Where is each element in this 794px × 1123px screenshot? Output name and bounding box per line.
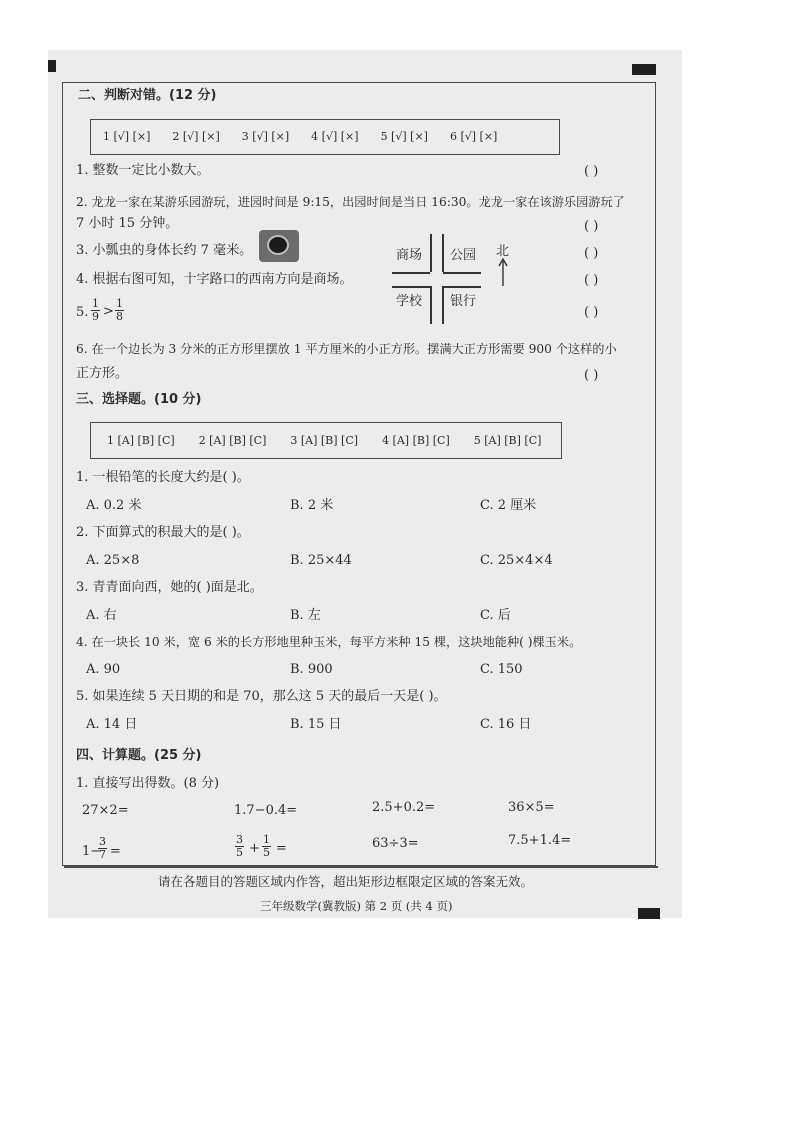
section3-answer-row	[107, 434, 541, 447]
answer-cell[interactable]: 6 [√] [×]	[449, 130, 498, 143]
question-2-1: 1. 整数一定比小数大。	[76, 163, 210, 178]
answer-paren[interactable]: ( )	[584, 368, 599, 383]
page-number: 三年级数学(冀教版) 第 2 页 (共 4 页)	[260, 899, 453, 913]
fraction-denominator: 8	[116, 310, 123, 323]
answer-cell[interactable]: 5 [√] [×]	[380, 130, 428, 143]
question-2-6-line2: 正方形。	[76, 366, 129, 381]
fraction-denominator: 5	[263, 846, 270, 859]
option-a[interactable]: A. 14 日	[86, 717, 138, 732]
corner-marker-top-right	[632, 64, 656, 75]
map-label-park: 公园	[450, 248, 477, 263]
option-c[interactable]: C. 150	[480, 662, 523, 677]
fraction-numerator: 1	[116, 297, 123, 310]
question-2-6-line1: 6. 在一个边长为 3 分米的正方形里摆放 1 平方厘米的小正方形。摆满大正方形需要 900 个这样的小	[76, 342, 617, 356]
plus-sign: +	[249, 841, 260, 856]
map-road-line	[443, 272, 481, 274]
section4-heading: 四、计算题。(25 分)	[76, 748, 202, 763]
map-label-school: 学校	[396, 294, 423, 309]
option-b[interactable]: B. 25×44	[290, 553, 352, 568]
question-3-4-stem: 4. 在一块长 10 米，宽 6 米的长方形地里种玉米，每平方米种 15 棵，这块地能种( )棵玉米。	[76, 635, 582, 649]
calc-item: 63÷3=	[372, 836, 419, 851]
answer-cell[interactable]: 1 [A] [B] [C]	[107, 434, 175, 447]
section2-answer-box	[90, 119, 560, 155]
fraction-one-eighth	[115, 298, 124, 323]
answer-cell[interactable]: 3 [A] [B] [C]	[290, 434, 359, 447]
answer-cell[interactable]: 2 [√] [×]	[172, 130, 220, 143]
section2-heading: 二、判断对错。(12 分)	[78, 88, 217, 103]
map-road-line	[392, 272, 430, 274]
map-road-line	[430, 234, 432, 272]
question-3-5-stem: 5. 如果连续 5 天日期的和是 70，那么这 5 天的最后一天是( )。	[76, 689, 447, 704]
calc-item: 36×5=	[508, 800, 555, 815]
option-b[interactable]: B. 左	[290, 608, 321, 623]
option-b[interactable]: B. 15 日	[290, 717, 342, 732]
map-road-line	[442, 286, 444, 324]
fraction-denominator: 9	[92, 310, 99, 323]
answer-cell[interactable]: 3 [√] [×]	[241, 130, 290, 143]
answer-paren[interactable]: ( )	[584, 273, 599, 288]
question-2-2-line1: 2. 龙龙一家在某游乐园游玩，进园时间是 9:15，出园时间是当日 16:30。龙龙一家在该游乐园游玩了	[76, 195, 625, 209]
section3-answer-box	[90, 422, 562, 459]
answer-paren[interactable]: ( )	[584, 219, 599, 234]
option-c[interactable]: C. 后	[480, 608, 511, 623]
map-road-line	[443, 286, 481, 288]
fraction-denominator: 7	[99, 848, 106, 861]
fraction-three-sevenths	[98, 836, 107, 861]
answer-cell[interactable]: 5 [A] [B] [C]	[473, 434, 542, 447]
calc-item: 1.7−0.4=	[234, 803, 298, 818]
option-c[interactable]: C. 2 厘米	[480, 498, 537, 513]
answer-paren[interactable]: ( )	[584, 305, 599, 320]
fraction-numerator: 3	[99, 835, 106, 848]
answer-paren[interactable]: ( )	[584, 164, 599, 179]
footer-divider	[64, 866, 658, 868]
question-3-3-stem: 3. 青青面向西，她的( )面是北。	[76, 580, 263, 595]
question-2-3: 3. 小瓢虫的身体长约 7 毫米。	[76, 243, 253, 258]
option-c[interactable]: C. 16 日	[480, 717, 532, 732]
map-road-line	[392, 286, 430, 288]
north-arrow-icon	[498, 258, 508, 286]
ladybug-image	[259, 230, 299, 262]
question-2-5-prefix: 5.	[76, 305, 89, 320]
corner-marker-bottom-right	[638, 908, 660, 919]
equals-sign: =	[110, 844, 121, 859]
answer-cell[interactable]: 4 [A] [B] [C]	[382, 434, 450, 447]
option-c[interactable]: C. 25×4×4	[480, 553, 553, 568]
option-a[interactable]: A. 90	[86, 662, 121, 677]
answer-cell[interactable]: 1 [√] [×]	[103, 130, 151, 143]
fraction-numerator: 1	[263, 833, 270, 846]
option-a[interactable]: A. 0.2 米	[86, 498, 142, 513]
map-north-label: 北	[496, 244, 510, 259]
fraction-numerator: 3	[236, 833, 243, 846]
answer-cell[interactable]: 2 [A] [B] [C]	[198, 434, 267, 447]
greater-than-sign: >	[103, 304, 114, 319]
answer-cell[interactable]: 4 [√] [×]	[311, 130, 359, 143]
calc-item: 27×2=	[82, 803, 129, 818]
map-road-line	[442, 234, 444, 272]
fraction-one-ninth	[91, 298, 100, 323]
section2-answer-row	[103, 130, 497, 143]
question-3-2-stem: 2. 下面算式的积最大的是( )。	[76, 525, 250, 540]
equals-sign: =	[276, 841, 287, 856]
map-label-mall: 商场	[396, 248, 423, 263]
fraction-three-fifths	[235, 834, 244, 859]
footer-notice: 请在各题目的答题区域内作答，超出矩形边框限定区域的答案无效。	[158, 874, 534, 889]
question-3-1-stem: 1. 一根铅笔的长度大约是( )。	[76, 470, 250, 485]
fraction-denominator: 5	[236, 846, 243, 859]
corner-marker-top-left	[48, 60, 56, 72]
calc-item-prefix: 1−	[82, 844, 102, 859]
question-2-2-line2: 7 小时 15 分钟。	[76, 216, 179, 231]
section4-subheading: 1. 直接写出得数。(8 分)	[76, 776, 220, 791]
question-2-4: 4. 根据右图可知，十字路口的西南方向是商场。	[76, 272, 353, 287]
fraction-numerator: 1	[92, 297, 99, 310]
fraction-one-fifth	[262, 834, 271, 859]
option-b[interactable]: B. 900	[290, 662, 333, 677]
option-a[interactable]: A. 右	[86, 608, 117, 623]
map-road-line	[430, 286, 432, 324]
map-label-bank: 银行	[450, 294, 477, 309]
calc-item: 2.5+0.2=	[372, 800, 436, 815]
answer-paren[interactable]: ( )	[584, 246, 599, 261]
option-b[interactable]: B. 2 米	[290, 498, 334, 513]
option-a[interactable]: A. 25×8	[86, 553, 140, 568]
section3-heading: 三、选择题。(10 分)	[76, 392, 202, 407]
calc-item: 7.5+1.4=	[508, 833, 572, 848]
